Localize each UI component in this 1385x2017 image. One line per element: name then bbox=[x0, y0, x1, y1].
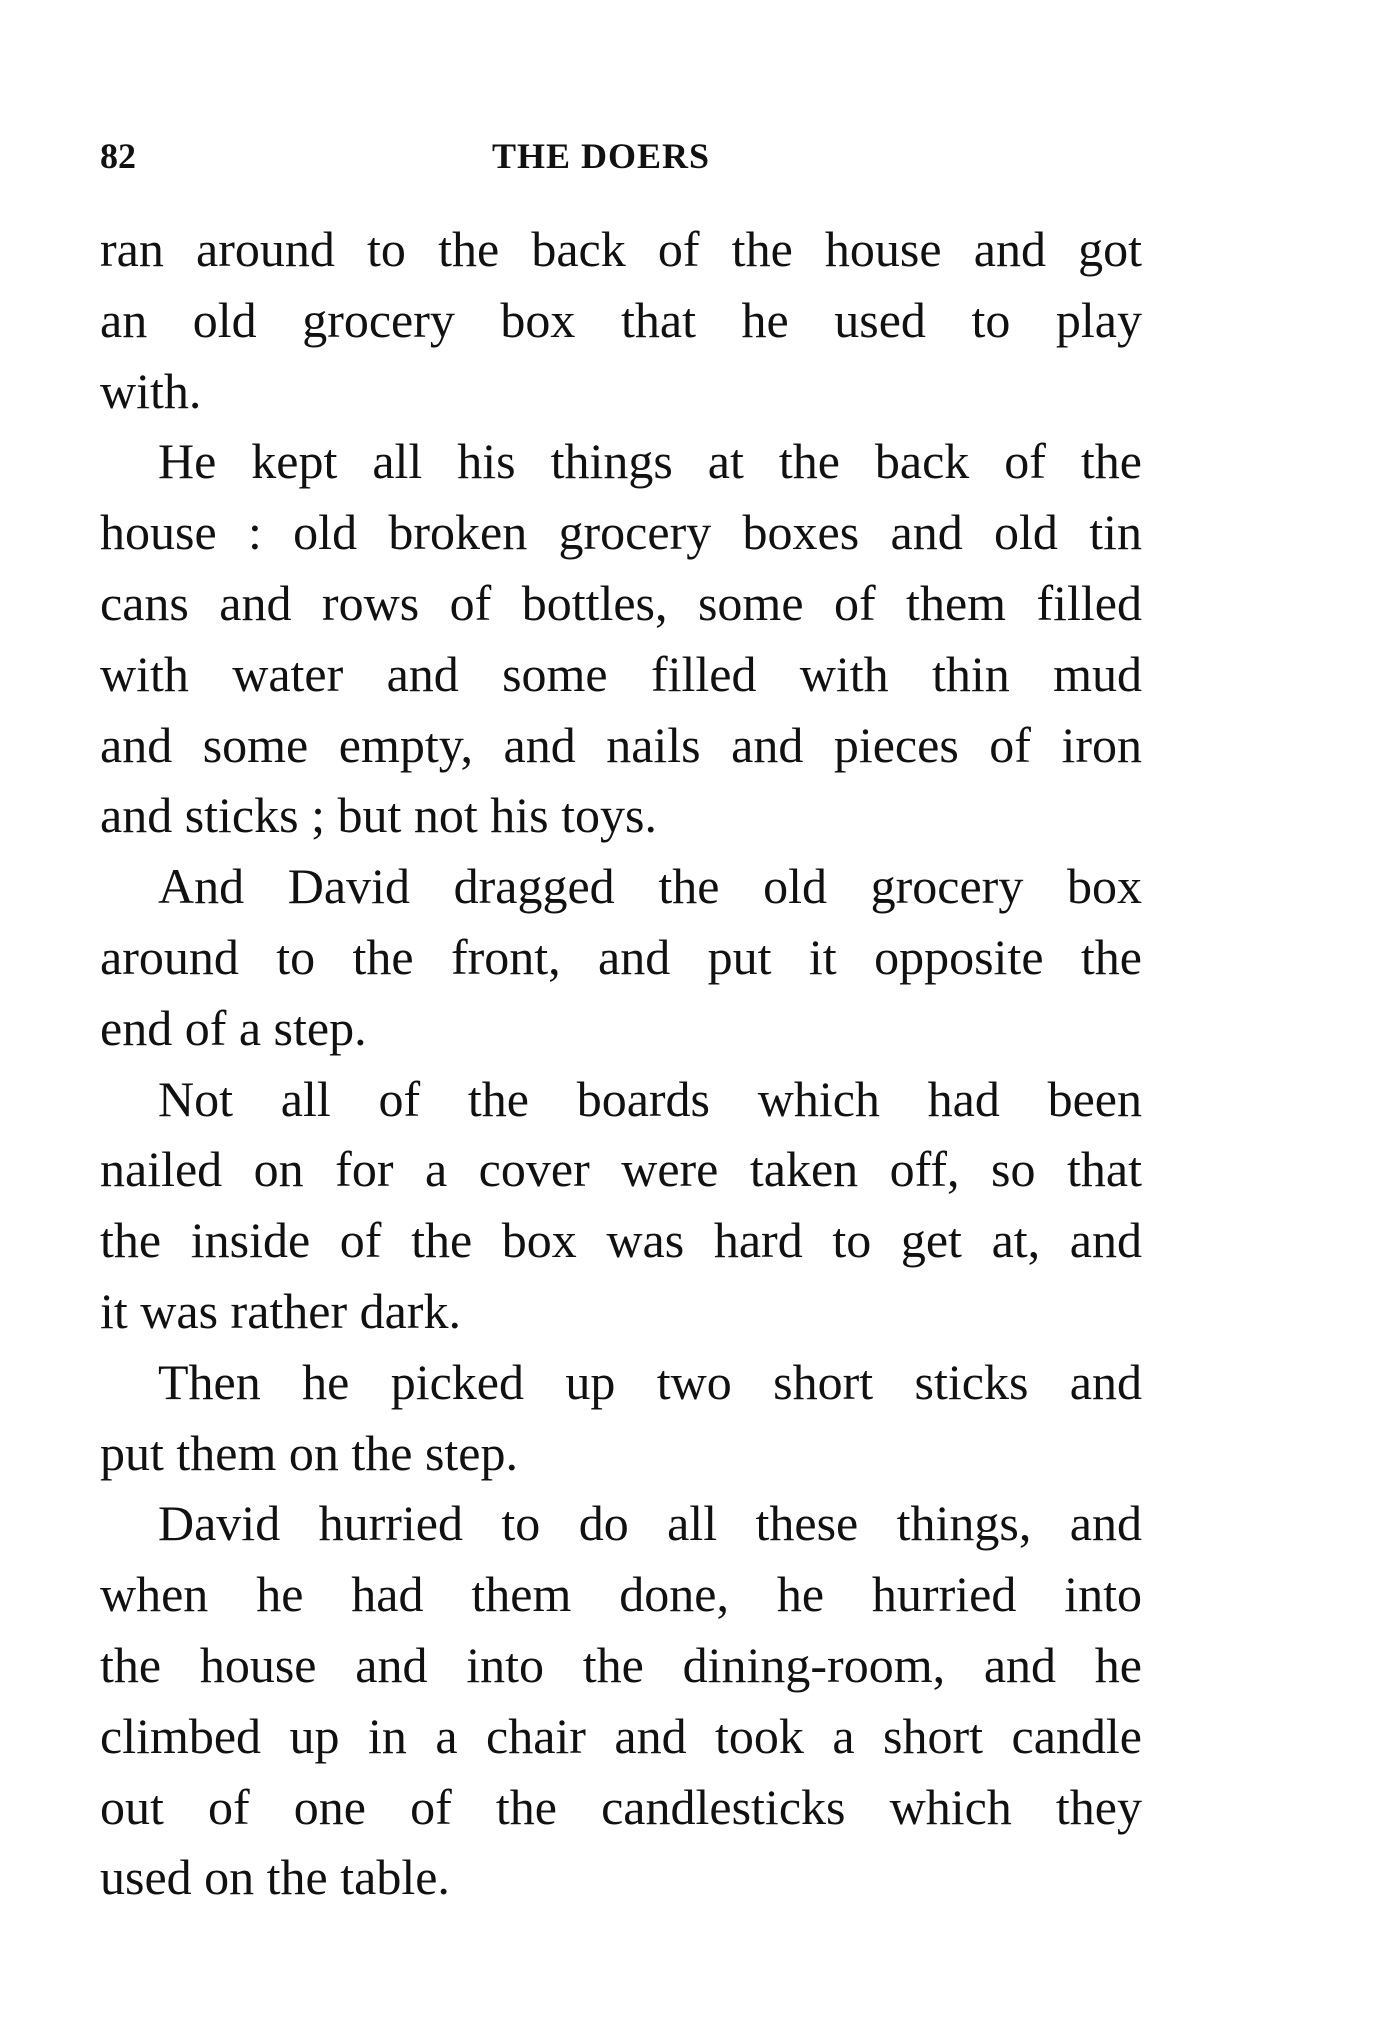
text-line: ran around to the back of the house and got bbox=[100, 221, 1142, 277]
text-line: He kept all his things at the back of the bbox=[158, 433, 1142, 490]
page-number: 82 bbox=[100, 136, 136, 176]
text-line: when he had them done, he hurried into bbox=[100, 1566, 1142, 1623]
paragraph bbox=[100, 1488, 1142, 1913]
text-line: put them on the step. bbox=[100, 1424, 518, 1481]
running-head bbox=[100, 132, 1142, 180]
paragraph bbox=[100, 214, 1142, 426]
text-line: with water and some filled with thin mud bbox=[100, 645, 1142, 702]
text-line: end of a step. bbox=[100, 999, 367, 1056]
text-line: and sticks ; but not his toys. bbox=[100, 787, 657, 844]
text-line: used on the table. bbox=[100, 1849, 450, 1906]
paragraph bbox=[100, 426, 1142, 851]
text-line: the house and into the dining-room, and he bbox=[100, 1636, 1142, 1693]
text-line: with. bbox=[100, 362, 202, 419]
text-line: Then he picked up two short sticks and bbox=[158, 1353, 1142, 1410]
paragraph bbox=[100, 1347, 1142, 1489]
text-line: the inside of the box was hard to get at, and bbox=[100, 1212, 1142, 1269]
text-line: out of one of the candlesticks which they bbox=[100, 1778, 1142, 1835]
text-line: nailed on for a cover were taken off, so that bbox=[100, 1141, 1142, 1198]
paragraph bbox=[100, 851, 1142, 1063]
running-title: THE DOERS bbox=[492, 136, 711, 176]
text-line: climbed up in a chair and took a short candle bbox=[100, 1707, 1142, 1764]
text-line: David hurried to do all these things, and bbox=[158, 1495, 1142, 1552]
text-line: Not all of the boards which had been bbox=[158, 1070, 1142, 1127]
text-line: an old grocery box that he used to play bbox=[100, 291, 1142, 348]
text-line: cans and rows of bottles, some of them filled bbox=[100, 574, 1142, 631]
text-line: it was rather dark. bbox=[100, 1282, 461, 1339]
text-line: around to the front, and put it opposite the bbox=[100, 928, 1142, 985]
body-text bbox=[100, 214, 1142, 1913]
text-line: And David dragged the old grocery box bbox=[158, 858, 1142, 915]
paragraph bbox=[100, 1064, 1142, 1347]
text-line: and some empty, and nails and pieces of iron bbox=[100, 716, 1142, 773]
text-line: house : old broken grocery boxes and old tin bbox=[100, 504, 1142, 561]
